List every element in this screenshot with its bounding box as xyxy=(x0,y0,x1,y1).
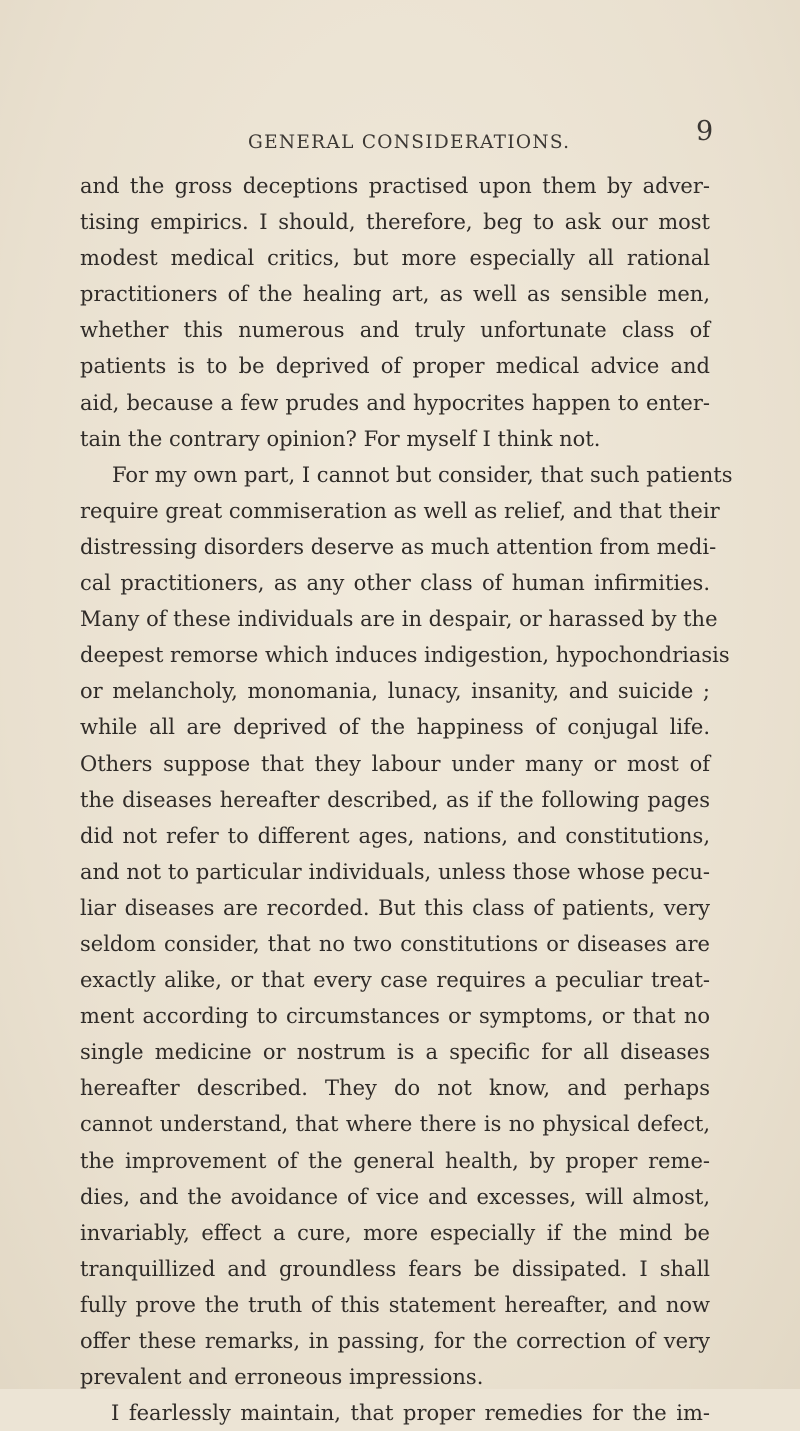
text-line: deepest remorse which induces indigestion, hypochondriasis xyxy=(80,643,730,668)
text-line: cannot understand, that where there is no physical defect, xyxy=(80,1112,710,1137)
text-line: the improvement of the general health, by proper reme- xyxy=(80,1148,710,1173)
text-line: prevalent and erroneous impressions. xyxy=(80,1365,484,1390)
paragraph-start-line: For my own part, I cannot but consider, that such patients xyxy=(112,462,733,487)
page-number: 9 xyxy=(696,116,714,147)
text-line: hereafter described. They do not know, and perhaps xyxy=(80,1076,710,1101)
text-line: practitioners of the healing art, as well as sensible men, xyxy=(80,282,710,307)
text-line: single medicine or nostrum is a specific for all diseases xyxy=(80,1040,710,1065)
text-line: aid, because a few prudes and hypocrites happen to enter- xyxy=(80,390,710,415)
text-line: while all are deprived of the happiness of conjugal life. xyxy=(80,715,710,740)
text-line: offer these remarks, in passing, for the correction of very xyxy=(80,1329,710,1353)
running-head xyxy=(0,116,800,156)
text-line: or melancholy, monomania, lunacy, insanity, and suicide ; xyxy=(80,679,710,704)
text-line: seldom consider, that no two constitutions or diseases are xyxy=(80,931,710,956)
text-line: whether this numerous and truly unfortunate class of xyxy=(80,318,710,343)
text-line: distressing disorders deserve as much attention from medi- xyxy=(80,534,717,559)
text-line: ment according to circumstances or symptoms, or that no xyxy=(80,1004,710,1029)
text-line: invariably, effect a cure, more especially if the mind be xyxy=(80,1220,710,1245)
running-title: GENERAL CONSIDERATIONS. xyxy=(248,132,571,153)
text-line: tain the contrary opinion? For myself I think not. xyxy=(80,426,601,451)
text-line: require great commiseration as well as relief, and that their xyxy=(80,498,720,523)
body-text xyxy=(80,168,733,1431)
text-line: tranquillized and groundless fears be dissipated. I shall xyxy=(80,1256,710,1281)
text-line: and the gross deceptions practised upon them by adver- xyxy=(80,174,710,198)
text-line: the diseases hereafter described, as if the following pages xyxy=(80,787,710,812)
text-line: did not refer to different ages, nations, and constitutions, xyxy=(80,823,710,848)
text-line: patients is to be deprived of proper medical advice and xyxy=(80,354,710,379)
text-line: fully prove the truth of this statement hereafter, and now xyxy=(80,1292,710,1317)
text-line: modest medical critics, but more especially all rational xyxy=(80,246,710,271)
paragraph-start-line: I fearlessly maintain, that proper remedies for the im- xyxy=(111,1401,710,1426)
text-line: Others suppose that they labour under many or most of xyxy=(80,751,710,776)
text-line: cal practitioners, as any other class of human infirmities. xyxy=(80,571,710,596)
text-line: and not to particular individuals, unless those whose pecu- xyxy=(80,859,710,884)
text-line: exactly alike, or that every case requires a peculiar treat- xyxy=(80,968,710,993)
text-line: liar diseases are recorded. But this class of patients, very xyxy=(80,895,710,920)
text-line: tising empirics. I should, therefore, beg to ask our most xyxy=(80,210,710,235)
text-line: Many of these individuals are in despair, or harassed by the xyxy=(80,607,718,632)
text-line: dies, and the avoidance of vice and excesses, will almost, xyxy=(80,1184,710,1209)
